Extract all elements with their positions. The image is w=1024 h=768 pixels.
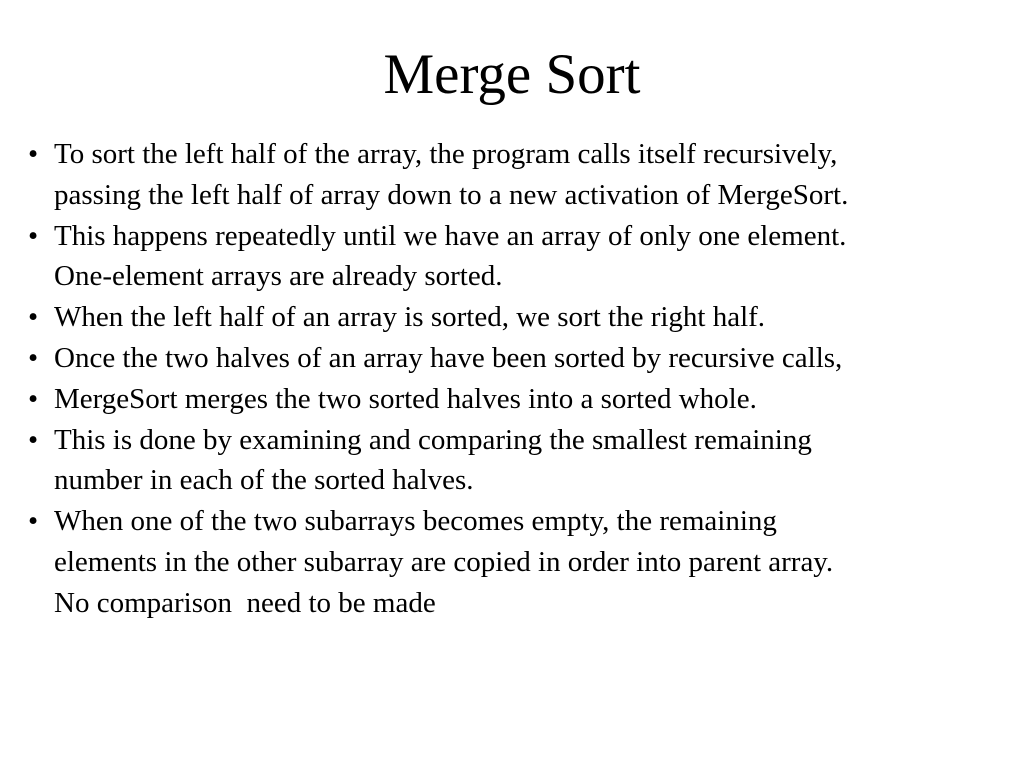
bullet-item	[28, 216, 1008, 298]
slide-title: Merge Sort	[383, 43, 641, 106]
bullet-marker: •	[28, 301, 39, 334]
bullet-line: passing the left half of array down to a new activation of MergeSort.	[54, 178, 849, 211]
bullet-item	[28, 297, 1008, 338]
bullet-line: This happens repeatedly until we have an array of only one element.	[54, 219, 847, 252]
bullet-marker: •	[28, 382, 39, 415]
bullet-item	[28, 420, 1008, 502]
bullet-line: Once the two halves of an array have been sorted by recursive calls,	[54, 341, 843, 374]
bullet-item	[28, 134, 1008, 216]
bullet-item	[28, 379, 1008, 420]
bullet-line: To sort the left half of the array, the program calls itself recursively,	[54, 138, 838, 170]
bullet-line: No comparison need to be made	[54, 586, 436, 619]
bullet-line: elements in the other subarray are copied in order into parent array.	[54, 545, 834, 578]
bullet-item	[28, 501, 1008, 623]
bullet-marker: •	[28, 341, 39, 374]
bullet-list	[28, 134, 1008, 624]
bullet-marker: •	[28, 505, 39, 538]
bullet-line: MergeSort merges the two sorted halves into a sorted whole.	[54, 382, 757, 415]
bullet-line: number in each of the sorted halves.	[54, 464, 474, 497]
bullet-marker: •	[28, 219, 39, 252]
bullet-line: This is done by examining and comparing the smallest remaining	[54, 423, 812, 456]
bullet-marker: •	[28, 138, 39, 170]
bullet-line: When the left half of an array is sorted, we sort the right half.	[54, 301, 766, 334]
bullet-line: When one of the two subarrays becomes empty, the remaining	[54, 505, 777, 538]
bullet-item	[28, 338, 1008, 379]
bullet-line: One-element arrays are already sorted.	[54, 260, 503, 293]
bullet-marker: •	[28, 423, 39, 456]
